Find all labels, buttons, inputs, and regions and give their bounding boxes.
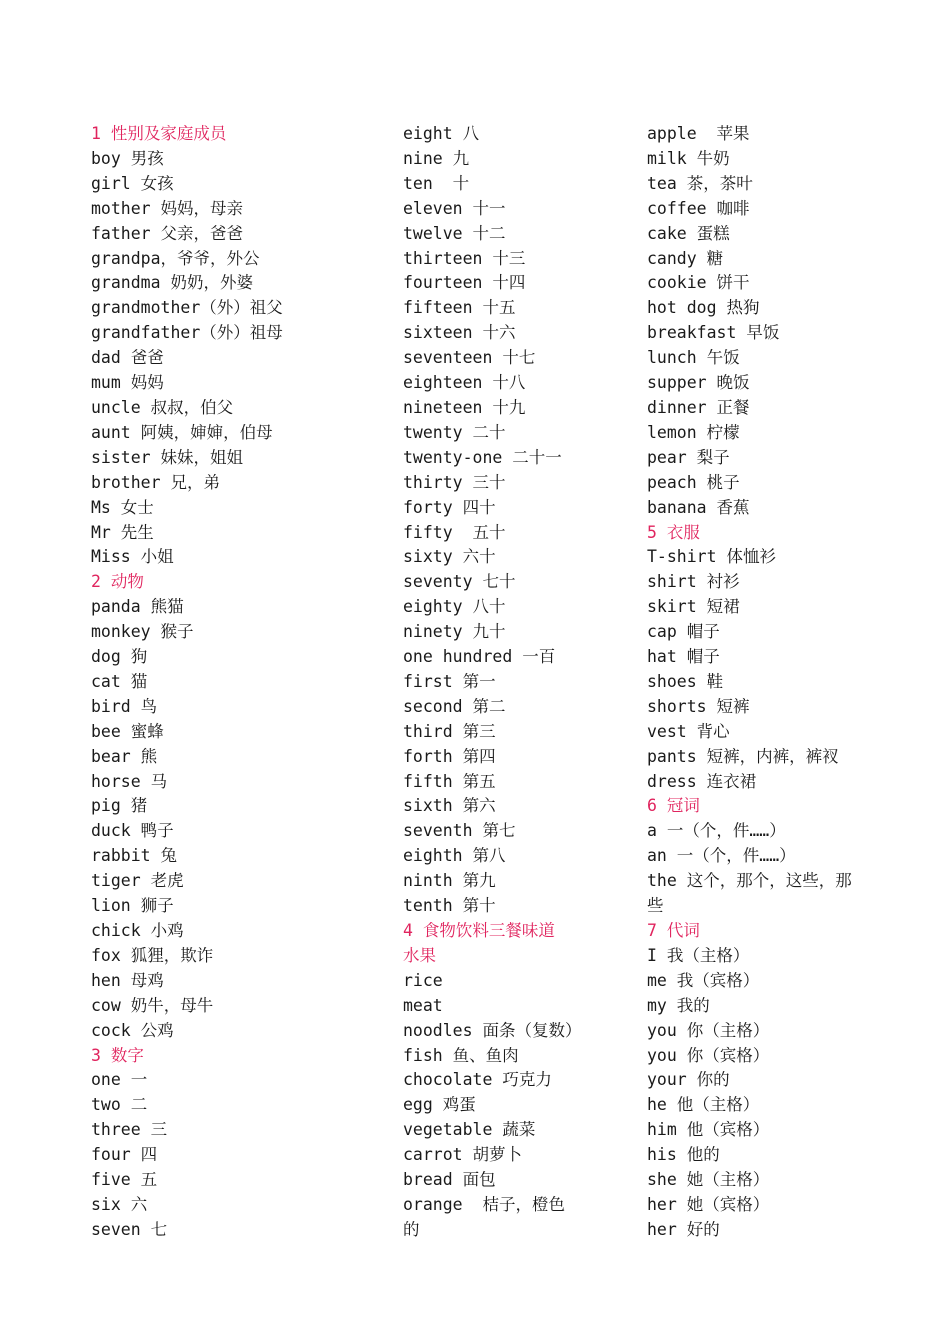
vocab-entry: brother 兄，弟 (91, 472, 220, 492)
vocab-entry: the 这个，那个，这些，那 (647, 871, 852, 891)
vocab-entry: seventeen 十七 (403, 348, 536, 368)
vocab-entry: hot dog 热狗 (647, 298, 760, 318)
vocab-entry: lion 狮子 (91, 896, 174, 916)
vocab-entry: twenty-one 二十一 (403, 447, 562, 467)
vocab-entry: cookie 饼干 (647, 273, 750, 293)
vocab-entry: horse 马 (91, 771, 168, 791)
vocab-entry: bird 鸟 (91, 696, 158, 716)
section-heading: 6 冠词 (647, 796, 700, 816)
vocab-entry: 的 (403, 1219, 420, 1239)
section-heading: 水果 (403, 945, 436, 965)
vocab-entry: father 父亲，爸爸 (91, 223, 244, 243)
vocab-entry: pig 猪 (91, 796, 148, 816)
section-heading: 3 数字 (91, 1045, 144, 1065)
vocab-entry: her 她（宾格） (647, 1194, 770, 1214)
vocab-entry: cat 猫 (91, 671, 148, 691)
vocab-entry: seven 七 (91, 1219, 168, 1239)
vocab-entry: my 我的 (647, 995, 710, 1015)
vocab-entry: tiger 老虎 (91, 871, 184, 891)
vocab-entry: forth 第四 (403, 746, 496, 766)
vocab-entry: one hundred 一百 (403, 647, 556, 667)
vocab-entry: dinner 正餐 (647, 397, 750, 417)
vocab-entry: carrot 胡萝卜 (403, 1145, 523, 1165)
vocab-entry: 些 (647, 896, 664, 916)
vocab-entry: four 四 (91, 1145, 158, 1165)
vocab-entry: milk 牛奶 (647, 148, 730, 168)
vocab-entry: shirt 衬衫 (647, 572, 740, 592)
vocab-entry: peach 桃子 (647, 472, 740, 492)
vocab-entry: fish 鱼、鱼肉 (403, 1045, 519, 1065)
vocab-entry: cow 奶牛，母牛 (91, 995, 214, 1015)
vocab-entry: banana 香蕉 (647, 497, 750, 517)
vocab-entry: cap 帽子 (647, 622, 720, 642)
vocab-entry: him 他（宾格） (647, 1120, 770, 1140)
column-3 (647, 122, 869, 1243)
vocab-entry: me 我（宾格） (647, 970, 760, 990)
vocab-entry: aunt 阿姨，婶婶，伯母 (91, 422, 273, 442)
vocab-entry: sixty 六十 (403, 547, 496, 567)
vocab-entry: Mr 先生 (91, 522, 154, 542)
vocab-entry: five 五 (91, 1170, 158, 1190)
vocab-entry: tenth 第十 (403, 896, 496, 916)
vocab-entry: sister 妹妹，姐姐 (91, 447, 244, 467)
vocab-entry: you 你（宾格） (647, 1045, 770, 1065)
vocab-entry: grandmother（外）祖父 (91, 298, 283, 318)
vocab-entry: grandpa，爷爷，外公 (91, 248, 260, 268)
vocab-entry: breakfast 早饭 (647, 323, 780, 343)
vocab-entry: skirt 短裙 (647, 597, 740, 617)
vocab-entry: first 第一 (403, 671, 496, 691)
vocab-entry: second 第二 (403, 696, 506, 716)
vocab-entry: twelve 十二 (403, 223, 506, 243)
vocab-entry: he 他（主格） (647, 1095, 760, 1115)
vocab-entry: seventy 七十 (403, 572, 516, 592)
vocab-entry: rice (403, 970, 443, 990)
vocab-entry: thirty 三十 (403, 472, 506, 492)
vocab-entry: rabbit 兔 (91, 846, 178, 866)
vocab-entry: boy 男孩 (91, 148, 164, 168)
vocab-entry: lemon 柠檬 (647, 422, 740, 442)
vocab-entry: pants 短裤，内裤，裤衩 (647, 746, 839, 766)
vocab-entry: eighty 八十 (403, 597, 506, 617)
vocab-entry: one 一 (91, 1070, 148, 1090)
vocab-entry: panda 熊猫 (91, 597, 184, 617)
vocab-entry: tea 茶，茶叶 (647, 173, 753, 193)
vocab-entry: bear 熊 (91, 746, 158, 766)
vocab-entry: fox 狐狸，欺诈 (91, 945, 214, 965)
vocab-entry: dad 爸爸 (91, 348, 164, 368)
vocab-entry: three 三 (91, 1120, 168, 1140)
vocab-entry: nineteen 十九 (403, 397, 526, 417)
vocab-entry: shoes 鞋 (647, 671, 724, 691)
section-heading: 5 衣服 (647, 522, 700, 542)
vocab-entry: I 我（主格） (647, 945, 750, 965)
vocab-entry: pear 梨子 (647, 447, 730, 467)
vocab-entry: vest 背心 (647, 721, 730, 741)
vocab-entry: dress 连衣裙 (647, 771, 757, 791)
vocab-entry: coffee 咖啡 (647, 198, 750, 218)
column-1 (91, 122, 381, 1243)
vocab-entry: supper 晚饭 (647, 373, 750, 393)
vocab-entry: duck 鸭子 (91, 821, 174, 841)
vocab-entry: third 第三 (403, 721, 496, 741)
vocab-entry: Miss 小姐 (91, 547, 174, 567)
section-heading: 1 性别及家庭成员 (91, 124, 227, 143)
vocab-entry: your 你的 (647, 1070, 730, 1090)
vocab-entry: hat 帽子 (647, 647, 720, 667)
vocab-entry: uncle 叔叔，伯父 (91, 397, 234, 417)
vocab-entry: twenty 二十 (403, 422, 506, 442)
vocab-entry: chick 小鸡 (91, 921, 184, 940)
vocab-entry: a 一（个，件……） (647, 821, 786, 841)
vocab-entry: girl 女孩 (91, 173, 174, 193)
vocab-entry: orange 桔子，橙色 (403, 1194, 565, 1214)
vocab-entry: nine 九 (403, 148, 470, 168)
vocab-entry: T-shirt 体恤衫 (647, 547, 776, 567)
vocab-entry: ten 十 (403, 173, 470, 193)
vocab-entry: candy 糖 (647, 248, 724, 268)
vocab-entry: bee 蜜蜂 (91, 721, 164, 741)
vocab-entry: apple 苹果 (647, 124, 750, 143)
vocab-entry: monkey 猴子 (91, 622, 194, 642)
vocab-entry: grandfather（外）祖母 (91, 323, 283, 343)
vocab-entry: grandma 奶奶，外婆 (91, 273, 253, 293)
vocab-entry: fifteen 十五 (403, 298, 516, 318)
vocab-entry: ninth 第九 (403, 871, 496, 891)
vocab-entry: eighth 第八 (403, 846, 506, 866)
vocab-entry: sixteen 十六 (403, 323, 516, 343)
vocab-entry: noodles 面条（复数） (403, 1020, 582, 1040)
vocab-entry: vegetable 蔬菜 (403, 1120, 536, 1140)
vocab-entry: chocolate 巧克力 (403, 1070, 552, 1090)
vocab-entry: dog 狗 (91, 647, 148, 667)
vocab-entry: forty 四十 (403, 497, 496, 517)
section-heading: 2 动物 (91, 572, 144, 592)
vocab-entry: mum 妈妈 (91, 373, 164, 393)
vocab-entry: cake 蛋糕 (647, 223, 730, 243)
vocab-entry: she 她（主格） (647, 1170, 770, 1190)
section-heading: 4 食物饮料三餐味道 (403, 921, 555, 940)
column-2 (403, 122, 621, 1243)
vocab-entry: sixth 第六 (403, 796, 496, 816)
vocab-entry: thirteen 十三 (403, 248, 526, 268)
vocab-entry: Ms 女士 (91, 497, 154, 517)
vocab-entry: an 一（个，件……） (647, 846, 796, 866)
vocab-entry: mother 妈妈，母亲 (91, 198, 244, 218)
vocab-entry: fifth 第五 (403, 771, 496, 791)
vocab-entry: cock 公鸡 (91, 1020, 174, 1040)
vocab-entry: eight 八 (403, 124, 480, 143)
vocab-entry: two 二 (91, 1095, 148, 1115)
vocab-entry: eleven 十一 (403, 198, 506, 218)
vocab-entry: meat (403, 995, 443, 1015)
vocab-entry: you 你（主格） (647, 1020, 770, 1040)
section-heading: 7 代词 (647, 921, 700, 940)
vocab-entry: eighteen 十八 (403, 373, 526, 393)
vocab-entry: lunch 午饭 (647, 348, 740, 368)
vocab-entry: six 六 (91, 1194, 148, 1214)
vocab-entry: bread 面包 (403, 1170, 496, 1190)
vocab-entry: fourteen 十四 (403, 273, 526, 293)
vocab-entry: fifty 五十 (403, 522, 506, 542)
vocab-entry: hen 母鸡 (91, 970, 164, 990)
vocab-entry: shorts 短裤 (647, 696, 750, 716)
vocab-entry: seventh 第七 (403, 821, 516, 841)
vocab-entry: ninety 九十 (403, 622, 506, 642)
vocab-entry: egg 鸡蛋 (403, 1095, 476, 1115)
vocab-entry: her 好的 (647, 1219, 720, 1239)
vocab-entry: his 他的 (647, 1145, 720, 1165)
